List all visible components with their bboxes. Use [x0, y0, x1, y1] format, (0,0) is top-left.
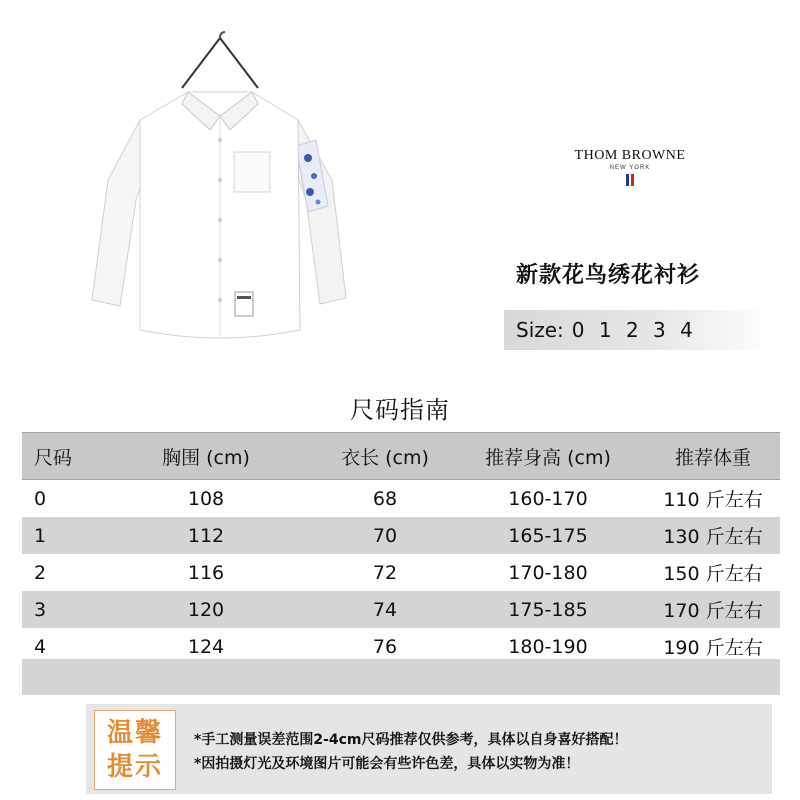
cell-size: 0 [34, 487, 47, 510]
cell-size: 1 [34, 524, 47, 547]
cell-height: 165-175 [508, 524, 588, 547]
cell-size: 4 [34, 635, 47, 658]
cell-chest: 124 [187, 635, 225, 658]
cell-height: 175-185 [508, 598, 588, 621]
cell-size: 2 [34, 561, 47, 584]
cell-weight: 130 斤左右 [663, 526, 763, 548]
cell-weight: 170 斤左右 [663, 600, 763, 622]
header-height: 推荐身高 (cm) [485, 446, 611, 469]
product-image [70, 30, 370, 370]
header-size: 尺码 [34, 446, 73, 469]
size-availability [504, 310, 774, 350]
notice-badge [94, 710, 176, 790]
notice-badge-line: 提示 [106, 752, 163, 782]
cell-chest: 108 [187, 487, 225, 510]
table-row [22, 517, 780, 554]
cell-length: 70 [372, 524, 398, 547]
table-row [22, 480, 780, 517]
cell-height: 180-190 [508, 635, 588, 658]
cell-length: 68 [372, 487, 398, 510]
cell-chest: 116 [187, 561, 225, 584]
cell-length: 74 [372, 598, 398, 621]
cell-height: 160-170 [508, 487, 588, 510]
cell-length: 76 [372, 635, 398, 658]
notice-badge-line: 温馨 [106, 718, 163, 748]
notice-line: *手工测量误差范围2-4cm尺码推荐仅供参考，具体以自身喜好搭配！ [194, 732, 628, 748]
notice-line: *因拍摄灯光及环境图片可能会有些许色差，具体以实物为准！ [194, 756, 580, 772]
size-guide-title: 尺码指南 [350, 396, 450, 424]
cell-height: 170-180 [508, 561, 588, 584]
size-label: Size: [516, 318, 564, 342]
brand-name: THOM BROWNE [574, 148, 686, 163]
cell-weight: 110 斤左右 [663, 489, 763, 511]
cell-weight: 190 斤左右 [663, 637, 763, 659]
header-weight: 推荐体重 [674, 446, 751, 469]
brand-city: NEW YORK [609, 165, 651, 171]
cell-chest: 120 [187, 598, 225, 621]
shirt-illustration [70, 30, 370, 370]
header-chest: 胸围 (cm) [162, 446, 250, 469]
cell-chest: 112 [187, 524, 225, 547]
header-length: 衣长 (cm) [341, 446, 429, 469]
tricolor-flag-icon [626, 174, 634, 186]
cell-length: 72 [372, 561, 398, 584]
notice-text [194, 728, 774, 776]
table-row [22, 554, 780, 591]
notice-box [86, 704, 772, 794]
table-footer-band [22, 659, 780, 695]
brand-logo [560, 148, 700, 186]
table-header-row [22, 432, 780, 480]
cell-size: 3 [34, 598, 47, 621]
size-values: 0 1 2 3 4 [571, 318, 697, 342]
size-table [22, 432, 780, 665]
table-row [22, 591, 780, 628]
cell-weight: 150 斤左右 [663, 563, 763, 585]
product-title: 新款花鸟绣花衬衫 [516, 263, 701, 288]
